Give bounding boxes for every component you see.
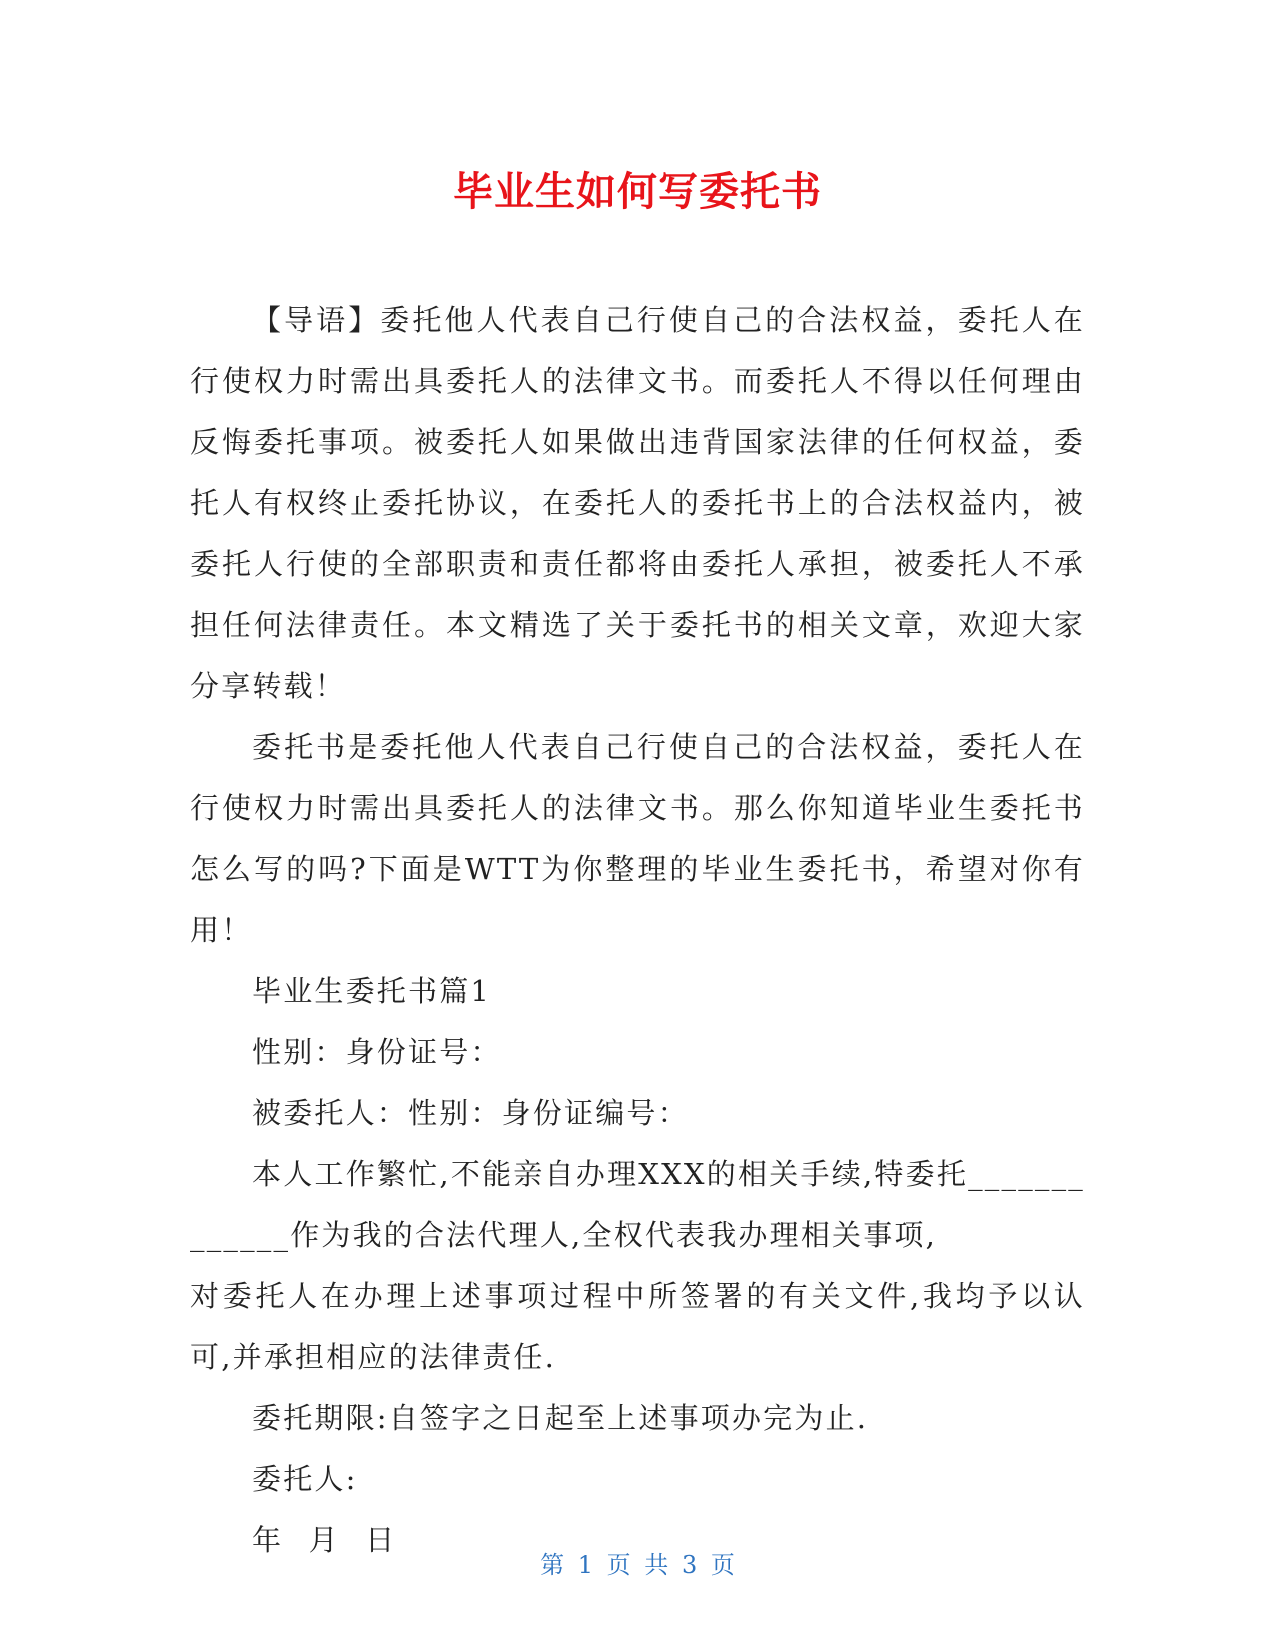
signature-field: 委托人: <box>252 1462 358 1496</box>
page-indicator: 第 1 页 共 3 页 <box>540 1551 735 1579</box>
date-field: 年 月 日 <box>252 1523 397 1557</box>
field-gender-id: 性别：身份证号： <box>252 1035 502 1069</box>
authorization-paragraph: 本人工作繁忙,不能亲自办理XXX的相关手续,特委托_____________作为我的合法代理人,全权代表我办理相关事项, <box>190 1157 1085 1252</box>
field-trustee: 被委托人：性别：身份证编号： <box>252 1096 689 1130</box>
page-title: 毕业生如何写委托书 <box>453 169 822 215</box>
summary-paragraph: 委托书是委托他人代表自己行使自己的合法权益，委托人在行使权力时需出具委托人的法律文书。那么你知道毕业生委托书怎么写的吗?下面是WTT为你整理的毕业生委托书，希望对你有用！ <box>190 730 1085 947</box>
liability-paragraph: 对委托人在办理上述事项过程中所签署的有关文件,我均予以认可,并承担相应的法律责任. <box>190 1279 1085 1374</box>
term-paragraph: 委托期限:自签字之日起至上述事项办完为止. <box>252 1401 869 1435</box>
intro-paragraph: 【导语】委托他人代表自己行使自己的合法权益，委托人在行使权力时需出具委托人的法律文书。而委托人不得以任何理由反悔委托事项。被委托人如果做出违背国家法律的任何权益，委托人有权终止委托协议，在委托人的委托书上的合法权益内，被委托人行使的全部职责和责任都将由委托人承担，被委托人不承担任何法律责任。本文精选了关于委托书的相关文章，欢迎大家分享转载！ <box>190 303 1085 703</box>
document-body <box>190 290 1085 1571</box>
section-heading: 毕业生委托书篇1 <box>252 974 492 1008</box>
